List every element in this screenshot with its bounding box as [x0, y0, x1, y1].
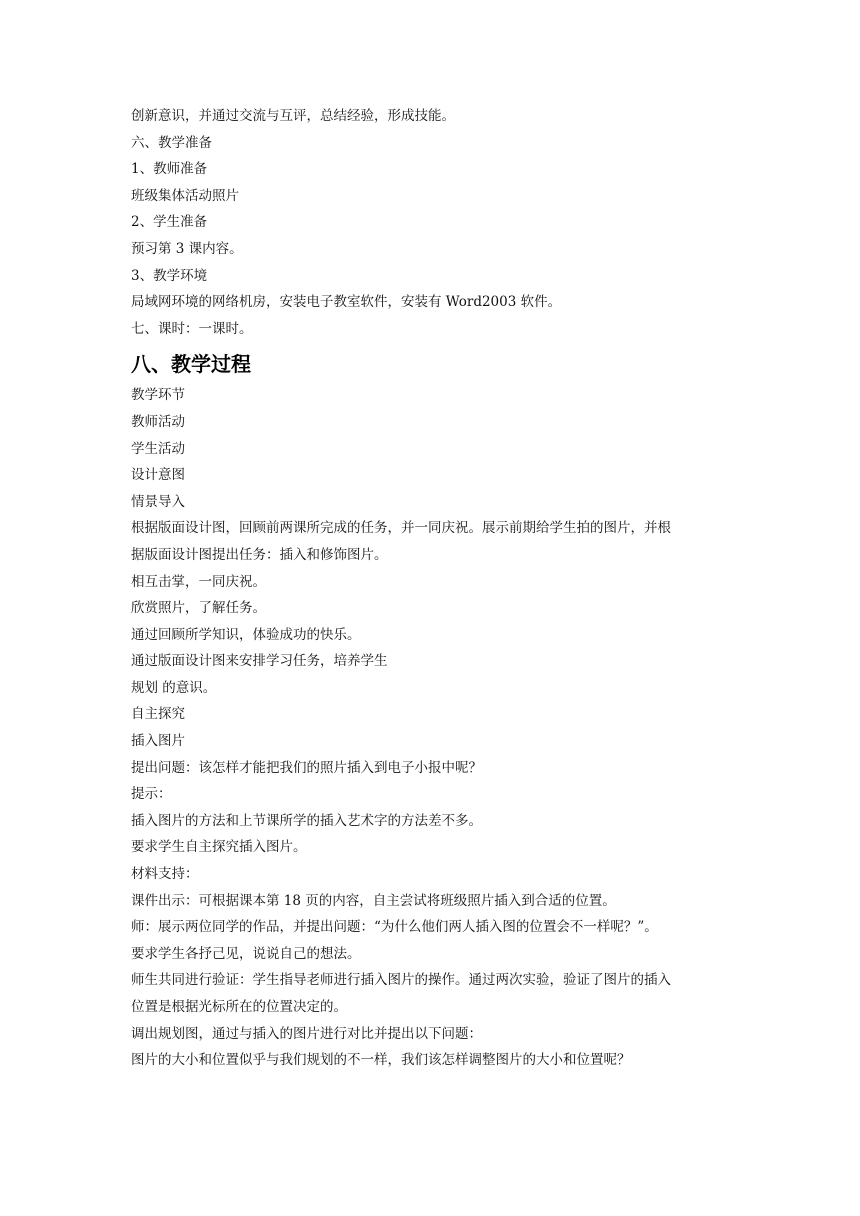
paragraph-line: 欣赏照片，了解任务。 [131, 600, 266, 617]
paragraph-line: 师：展示两位同学的作品，并提出问题：“为什么他们两人插入图的位置会不一样呢？”。 [131, 919, 658, 936]
table-cell-text: 自主探究 [131, 706, 185, 723]
section-title-preparation: 六、教学准备 [131, 134, 212, 151]
paragraph-line: 位置是根据光标所在的位置决定的。 [131, 999, 347, 1015]
paragraph-line: 材料支持： [131, 866, 199, 883]
section-title-class-hours: 七、课时：一课时。 [131, 320, 253, 337]
paragraph-line: 创新意识，并通过交流与互评，总结经验，形成技能。 [131, 108, 455, 124]
paragraph-line: 通过回顾所学知识，体验成功的快乐。 [131, 626, 361, 643]
subsection-title-teacher-prep: 1、教师准备 [131, 161, 208, 178]
paragraph-line: 预习第 3 课内容。 [131, 240, 243, 257]
paragraph-line: 课件出示：可根据课本第 18 页的内容，自主尝试将班级照片插入到合适的位置。 [131, 892, 616, 909]
table-cell-text: 设计意图 [131, 467, 185, 484]
table-cell-text: 学生活动 [131, 440, 185, 457]
paragraph-line: 局域网环境的网络机房，安装电子教室软件，安装有 Word2003 软件。 [131, 294, 562, 311]
paragraph-line: 相互击掌，一同庆祝。 [131, 573, 266, 590]
section-heading-teaching-process: 八、教学过程 [131, 352, 251, 377]
table-cell-text: 情景导入 [131, 493, 185, 510]
table-cell-text: 插入图片 [131, 733, 185, 750]
paragraph-line: 规划 的意识。 [131, 679, 217, 696]
paragraph-line: 根据版面设计图，回顾前两课所完成的任务，并一同庆祝。展示前期给学生拍的图片，并根 [131, 520, 671, 537]
table-cell-text: 教师活动 [131, 413, 185, 430]
subsection-title-environment: 3、教学环境 [131, 267, 208, 284]
paragraph-line: 调出规划图，通过与插入的图片进行对比并提出以下问题： [131, 1025, 482, 1042]
paragraph-line: 通过版面设计图来安排学习任务，培养学生 [131, 653, 388, 670]
paragraph-line: 提出问题：该怎样才能把我们的照片插入到电子小报中呢？ [131, 759, 482, 776]
paragraph-line: 图片的大小和位置似乎与我们规划的不一样，我们该怎样调整图片的大小和位置呢？ [131, 1052, 631, 1069]
paragraph-line: 要求学生各抒己见，说说自己的想法。 [131, 945, 361, 962]
paragraph-line: 要求学生自主探究插入图片。 [131, 839, 307, 856]
table-cell-text: 教学环节 [131, 387, 185, 404]
paragraph-line: 班级集体活动照片 [131, 187, 239, 204]
paragraph-line: 插入图片的方法和上节课所学的插入艺术字的方法差不多。 [131, 812, 482, 829]
document-body [131, 103, 741, 1074]
paragraph-line: 提示： [131, 786, 172, 803]
subsection-title-student-prep: 2、学生准备 [131, 214, 208, 231]
paragraph-line: 师生共同进行验证：学生指导老师进行插入图片的操作。通过两次实验，验证了图片的插入 [131, 972, 671, 989]
paragraph-line: 据版面设计图提出任务：插入和修饰图片。 [131, 546, 388, 563]
